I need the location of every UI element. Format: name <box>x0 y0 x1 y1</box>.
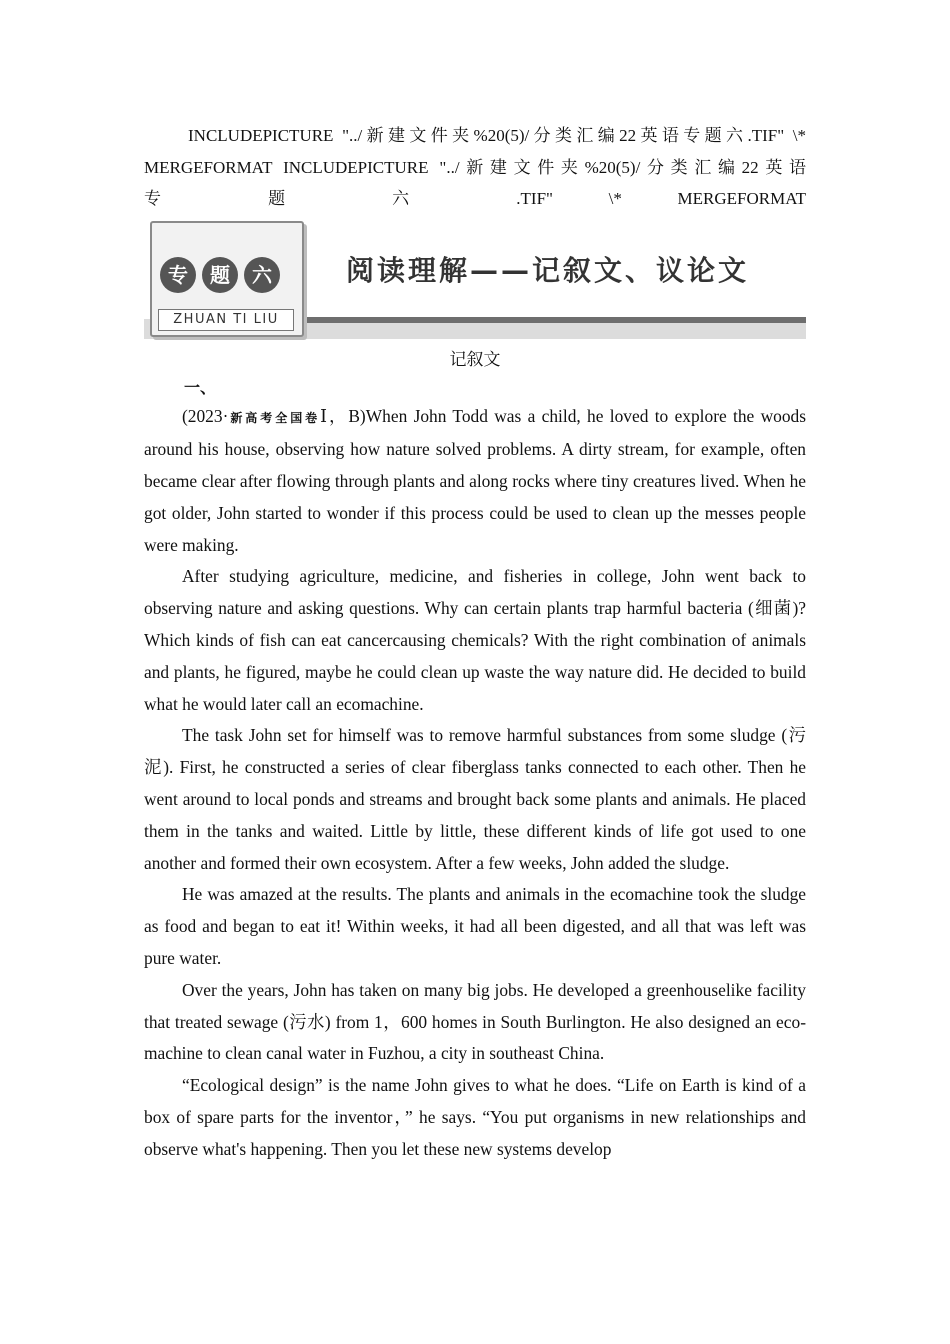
banner-rule <box>294 317 806 323</box>
paragraph-6: “Ecological design” is the name John gives to what he does. “Life on Earth is kind of a box of spare parts for the inventor，” he says. “You put organisms in new relationships and observe what's happening. Then you let these new systems develop <box>144 1075 806 1159</box>
badge-char-1: 专 <box>160 257 196 293</box>
paragraph-1 <box>144 401 806 562</box>
question-number: 一、 <box>184 377 217 397</box>
badge-circles <box>160 257 280 293</box>
badge-pinyin: ZHUAN TI LIU <box>158 309 294 331</box>
field-code-line-2: MERGEFORMAT INCLUDEPICTURE "../新建文件夹%20(5)/分类汇编22英语 <box>144 157 806 177</box>
source-open: (2023· <box>182 405 229 426</box>
field-code-line-3: 专 题 六 .TIF" \* MERGEFORMAT <box>144 189 806 208</box>
badge-char-3: 六 <box>244 257 280 293</box>
field-code-line-1: INCLUDEPICTURE "../新建文件夹%20(5)/分类汇编22英语专题六.TIF" \* <box>188 126 806 145</box>
banner-title: 阅读理解——记叙文、议论文 <box>346 253 750 287</box>
source-rest: Ⅰ，B) <box>320 405 366 426</box>
paragraph-4: He was amazed at the results. The plants and animals in the ecomachine took the sludge as food and began to eat it! Within weeks, it had all been digested, and all that was left was pure water. <box>144 884 806 969</box>
paragraph-2: After studying agriculture, medicine, and fisheries in college, John went back to observing nature and asking questions. Why can certain plants trap harmful bacteria (细菌)? Which kinds of fish can eat cancercausing chemicals? With the right combination of animals and plants, he figured, maybe he could clean up waste the way nature did. He decided to build what he would later call an ecomachine. <box>144 566 806 714</box>
paragraph-5: Over the years, John has taken on many big jobs. He developed a greenhouselike facility that treated sewage (污水) from 1，600 homes in South Burlington. He also designed an ecomachine to clean canal water in Fuzhou, a city in southeast China. <box>144 979 806 1064</box>
paragraph-3: The task John set for himself was to remove harmful substances from some sludge (污泥). First, he constructed a series of clear fiberglass tanks connected to each other. Then he went around to local ponds and streams and brought back some plants and animals. He placed them in the tanks and waited. Little by little, these different kinds of life got used to one another and formed their own ecosystem. After a few weeks, John added the sludge. <box>144 725 806 873</box>
source-exam: 新高考全国卷 <box>228 410 321 425</box>
topic-banner <box>144 219 806 343</box>
document-page <box>144 120 806 1166</box>
section-title: 记叙文 <box>449 349 501 370</box>
paragraph-1-text: When John Todd was a child, he loved to explore the woods around his house, observing how nature solved problems. A dirty stream, for example, often became clear after flowing through plants and along rocks where tiny creatures lived. When he got older, John started to wonder if this process could be used to clean up the messes people were making. <box>144 405 806 555</box>
topic-badge <box>150 221 304 337</box>
badge-char-2: 题 <box>202 257 238 293</box>
